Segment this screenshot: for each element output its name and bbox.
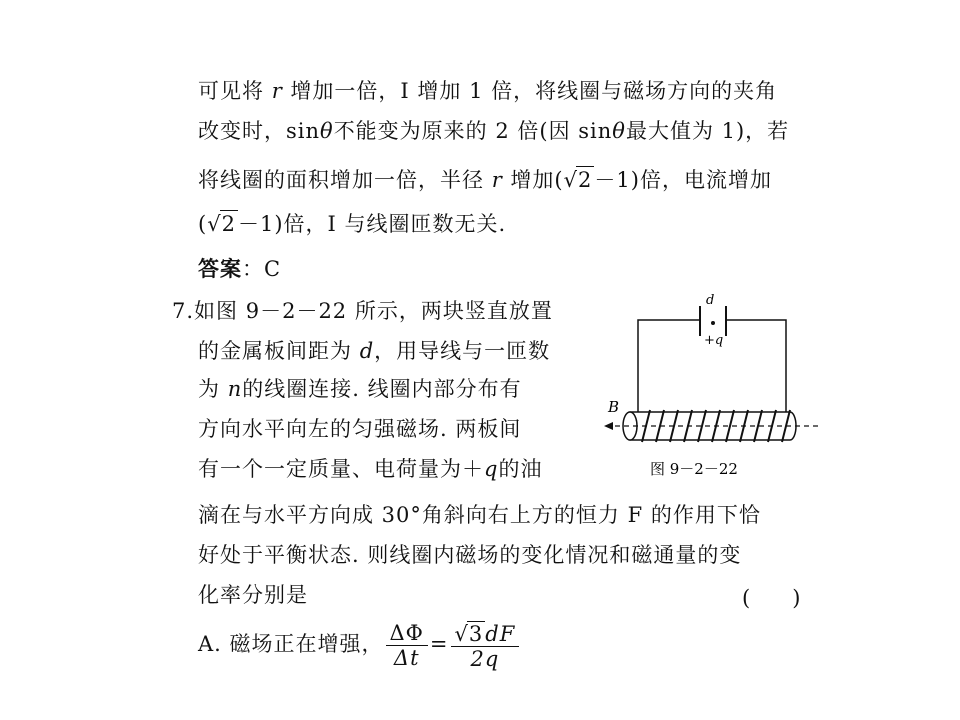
variable-d: d: [359, 339, 375, 363]
fraction-num: ΔΦ: [386, 621, 428, 646]
answer-line: [198, 256, 281, 282]
sqrt-sign: √: [454, 621, 469, 646]
fraction-lhs: [386, 621, 428, 670]
text: 好处于平衡状态. 则线圈内磁场的变化情况和磁通量的变: [198, 543, 742, 567]
equals-sign: =: [429, 632, 449, 656]
sqrt-value: 2: [578, 168, 593, 192]
answer-value: ：C: [242, 257, 282, 281]
variable-n: n: [227, 377, 243, 401]
text: 增加一倍，I 增加 1 倍，将线圈与磁场方向的夹角: [290, 79, 778, 103]
text: 不能变为原来的 2 倍(因 sin: [333, 119, 613, 143]
text: 的线圈连接. 线圈内部分布有: [242, 377, 522, 401]
explanation-line-4: [198, 210, 506, 237]
question-line-6: [198, 502, 761, 528]
variable-q: q: [484, 457, 499, 481]
text: 有一个一定质量、电荷量为＋: [198, 457, 484, 481]
variable-r: r: [491, 168, 503, 192]
variable-theta: θ: [612, 119, 626, 143]
explanation-line-2: [198, 118, 789, 144]
question-line-5: [198, 456, 542, 482]
sqrt-value: 2: [221, 212, 236, 236]
fraction-num: [451, 621, 520, 647]
label-b: B: [608, 398, 620, 416]
fraction-den: 2q: [470, 646, 500, 671]
fraction-rhs: [451, 621, 520, 671]
sqrt-value: 3: [468, 621, 484, 646]
question-line-2: [198, 338, 550, 364]
text: (: [198, 212, 208, 236]
question-line-3: [198, 376, 522, 402]
question-number: 7.: [172, 299, 195, 323]
text: －1)倍，电流增加: [594, 168, 772, 192]
variable-theta: θ: [320, 119, 334, 143]
text: 最大值为 1)，若: [625, 119, 790, 143]
text: 改变时，sin: [198, 119, 321, 143]
explanation-line-3: [198, 166, 772, 193]
wire-left: [638, 320, 700, 420]
fraction-den: Δt: [393, 646, 420, 670]
circuit-figure: [600, 290, 830, 485]
variable-r: r: [271, 79, 283, 103]
option-a: [198, 620, 521, 671]
oil-drop: [711, 321, 715, 325]
text: 如图 9－2－22 所示，两块竖直放置: [194, 299, 553, 323]
answer-blank: ( ): [742, 586, 801, 610]
text: 方向水平向左的匀强磁场. 两板间: [198, 417, 522, 441]
figure-caption: 图 9－2－22: [650, 460, 738, 478]
text: 为: [198, 377, 220, 401]
text: 将线圈的面积增加一倍，半径: [198, 168, 484, 192]
text: 的油: [498, 457, 543, 481]
text: ，用导线与一匝数: [374, 339, 551, 363]
field-arrowhead: [604, 422, 613, 430]
text: 可见将: [198, 79, 264, 103]
question-line-8: [198, 582, 308, 608]
answer-label: 答案: [198, 256, 242, 281]
wire-right: [726, 320, 786, 420]
label-d: d: [706, 293, 715, 308]
text: 滴在与水平方向成 30°角斜向右上方的恒力 F 的作用下恰: [198, 503, 761, 527]
question-line-1: [172, 298, 553, 324]
explanation-line-1: [198, 78, 777, 104]
text: 增加(: [510, 168, 564, 192]
option-a-label: A. 磁场正在增强，: [198, 632, 384, 656]
text: 的金属板间距为: [198, 339, 352, 363]
sqrt-sign: √: [207, 212, 222, 236]
text: 化率分别是: [198, 583, 308, 607]
text: dF: [485, 621, 516, 646]
text: －1)倍，I 与线圈匝数无关.: [237, 212, 507, 236]
label-q: +q: [704, 333, 724, 348]
question-line-7: [198, 542, 741, 568]
sqrt-sign: √: [563, 168, 579, 192]
question-line-4: [198, 416, 521, 442]
